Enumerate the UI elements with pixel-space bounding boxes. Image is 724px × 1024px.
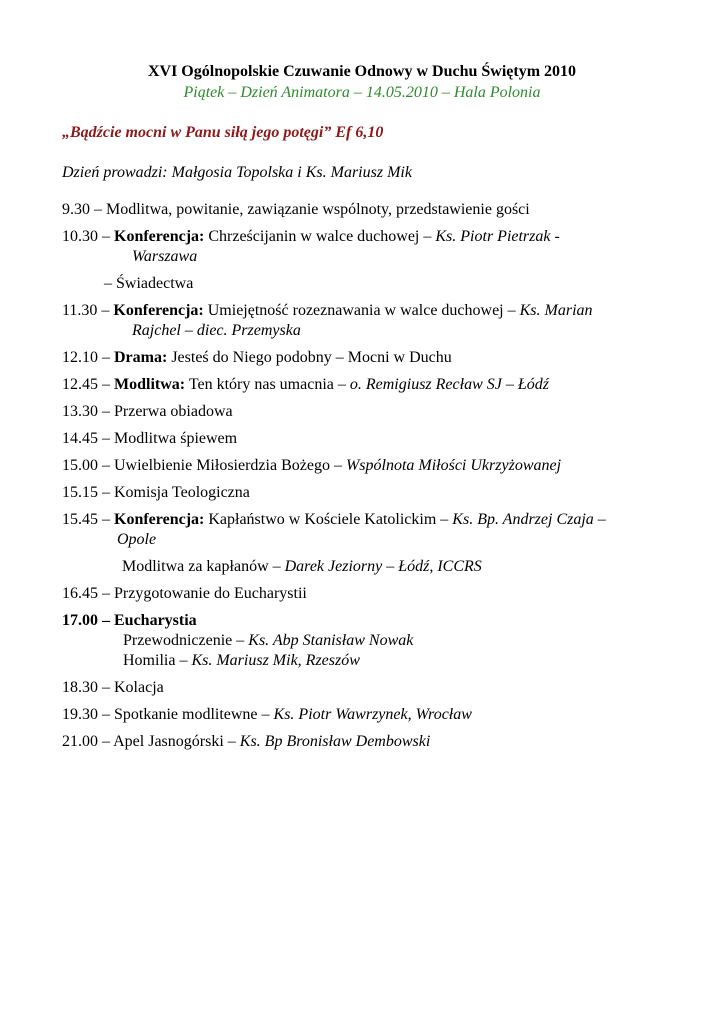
page-subtitle: Piątek – Dzień Animatora – 14.05.2010 – Hala Polonia	[183, 84, 541, 101]
schedule-item-1245	[62, 375, 662, 395]
item-text: 13.30 – Przerwa obiadowa	[62, 403, 233, 420]
schedule-item-1830	[62, 678, 662, 698]
document-page	[62, 62, 662, 759]
item-label: Modlitwa:	[114, 376, 186, 393]
schedule-item-swiadectwa	[62, 274, 662, 294]
sub-speaker: Ks. Abp Stanisław Nowak	[248, 632, 414, 649]
item-text: Modlitwa za kapłanów –	[122, 558, 285, 575]
item-suffix: -	[550, 228, 560, 245]
schedule-list	[62, 200, 662, 752]
item-suffix: –	[593, 511, 606, 528]
item-label: Konferencja:	[114, 228, 205, 245]
schedule-item-1545	[62, 510, 662, 550]
schedule-item-1930	[62, 705, 662, 725]
item-text: Jesteś do Niego podobny – Mocni w Duchu	[167, 349, 452, 366]
schedule-item-1645	[62, 584, 662, 604]
item-speaker: Ks. Piotr Wawrzynek, Wrocław	[273, 706, 472, 723]
item-text: 15.00 – Uwielbienie Miłosierdzia Bożego –	[62, 457, 346, 474]
schedule-item-1515	[62, 483, 662, 503]
item-text: Umiejętność rozeznawania w walce duchowej –	[203, 302, 520, 319]
item-text: 14.45 – Modlitwa śpiewem	[62, 430, 238, 447]
item-text: Kapłaństwo w Kościele Katolickim –	[204, 511, 453, 528]
item-speaker: Ks. Bp. Andrzej Czaja	[452, 511, 594, 528]
item-speaker: Ks. Bp Bronisław Dembowski	[239, 733, 431, 750]
item-speaker-continued: Opole	[117, 531, 157, 548]
item-time: 15.45 –	[62, 511, 114, 528]
schedule-item-1130	[62, 301, 662, 341]
day-leaders: Dzień prowadzi: Małgosia Topolska i Ks. Mariusz Mik	[62, 164, 412, 181]
schedule-item-0930	[62, 200, 662, 220]
item-label: Konferencja:	[114, 511, 205, 528]
sub-label: Homilia –	[123, 652, 192, 669]
item-label: Konferencja:	[113, 302, 204, 319]
item-text: Chrześcijanin w walce duchowej –	[204, 228, 436, 245]
item-text: 19.30 – Spotkanie modlitewne –	[62, 706, 274, 723]
schedule-item-1700	[62, 611, 662, 671]
item-time: 12.10 –	[62, 349, 114, 366]
item-text: 16.45 – Przygotowanie do Eucharystii	[62, 585, 307, 602]
item-speaker: o. Remigiusz Recław SJ – Łódź	[349, 376, 549, 393]
sub-speaker: Ks. Mariusz Mik, Rzeszów	[191, 652, 360, 669]
schedule-item-2100	[62, 732, 662, 752]
schedule-item-1500	[62, 456, 662, 476]
schedule-item-1445	[62, 429, 662, 449]
eucharist-homily	[62, 651, 662, 671]
item-label: 17.00 – Eucharystia	[62, 612, 197, 629]
item-text: 21.00 – Apel Jasnogórski –	[62, 733, 240, 750]
sub-label: Przewodniczenie –	[123, 632, 249, 649]
item-speaker: Wspólnota Miłości Ukrzyżowanej	[345, 457, 562, 474]
item-speaker: Ks. Marian	[519, 302, 593, 319]
item-label: Drama:	[114, 349, 168, 366]
item-time: 12.45 –	[62, 376, 114, 393]
item-text: 15.15 – Komisja Teologiczna	[62, 484, 250, 501]
schedule-item-1330	[62, 402, 662, 422]
schedule-item-1210	[62, 348, 662, 368]
item-time: 10.30 –	[62, 228, 114, 245]
schedule-item-modlitwa-za-kaplanow	[62, 557, 662, 577]
item-time: 11.30 –	[62, 302, 114, 319]
page-title: XVI Ogólnopolskie Czuwanie Odnowy w Duchu Świętym 2010	[147, 63, 577, 80]
item-speaker: Ks. Piotr Pietrzak	[435, 228, 551, 245]
schedule-item-1030	[62, 227, 662, 267]
eucharist-presider	[62, 631, 662, 651]
item-text: 18.30 – Kolacja	[62, 679, 164, 696]
item-speaker: Darek Jeziorny – Łódź, ICCRS	[284, 558, 482, 575]
item-speaker-continued: Warszawa	[132, 248, 198, 265]
motto-quote: „Bądźcie mocni w Panu siłą jego potęgi” Ef 6,10	[62, 124, 384, 141]
item-text: Ten który nas umacnia –	[185, 376, 350, 393]
item-text: – Świadectwa	[104, 275, 194, 292]
item-speaker-continued: Rajchel – diec. Przemyska	[132, 322, 301, 339]
item-text: 9.30 – Modlitwa, powitanie, zawiązanie wspólnoty, przedstawienie gości	[62, 201, 530, 218]
